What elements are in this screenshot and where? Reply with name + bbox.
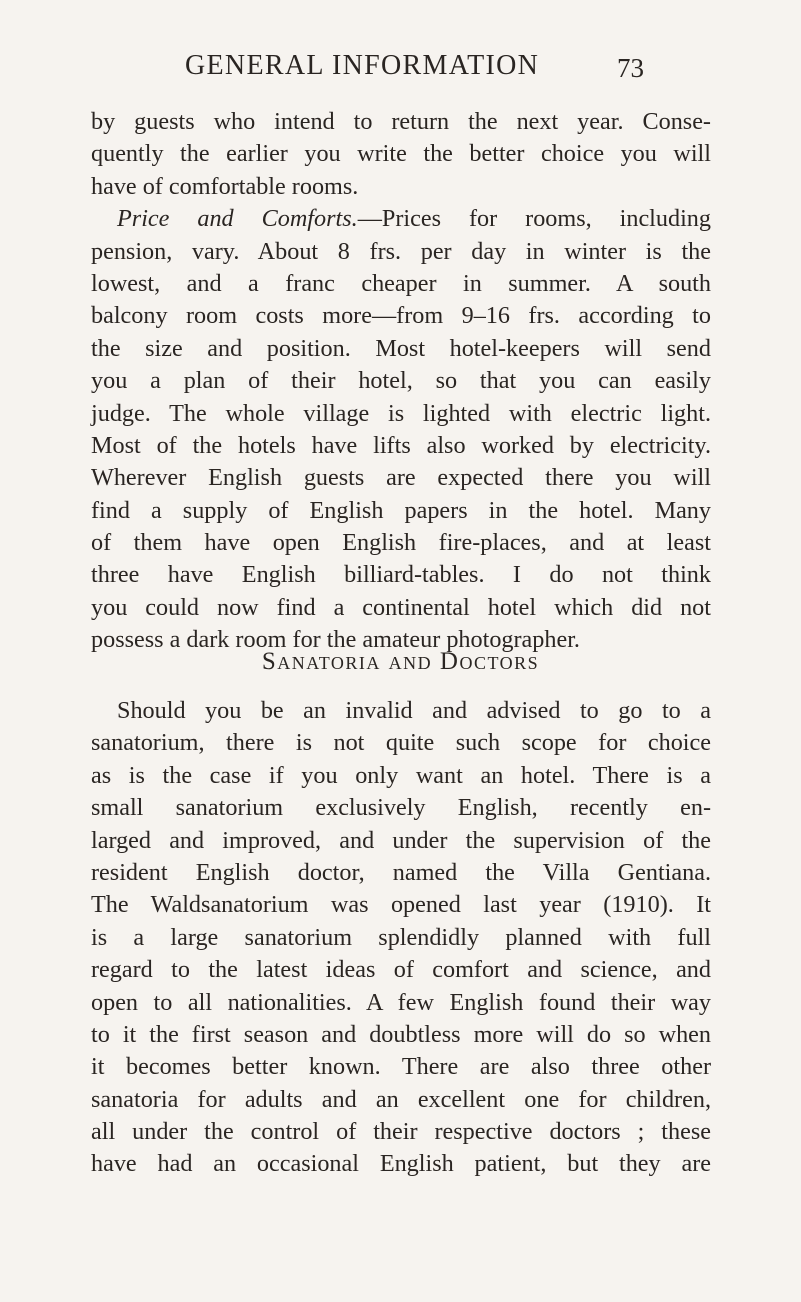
text-line: pension, vary. About 8 frs. per day in winter is the xyxy=(91,237,711,265)
text-line: Most of the hotels have lifts also worked by electricity. xyxy=(91,431,711,459)
running-head xyxy=(0,50,801,90)
text-line: have of comfortable rooms. xyxy=(91,172,359,200)
text-line: is a large sanatorium splendidly planned with full xyxy=(91,923,711,951)
text-line: you could now find a continental hotel which did not xyxy=(91,593,711,621)
text-line: by guests who intend to return the next year. Conse- xyxy=(91,108,711,135)
text-line: Wherever English guests are expected there you will xyxy=(91,464,711,492)
price-and-comforts-text: —Prices for rooms, including xyxy=(357,205,711,233)
text-line: as is the case if you only want an hotel. There is a xyxy=(91,761,711,789)
text-line: have had an occasional English patient, but they are xyxy=(91,1150,711,1178)
text-line: of them have open English fire-places, and at least xyxy=(91,529,711,557)
text-line: to it the first season and doubtless more will do so when xyxy=(91,1020,711,1048)
text-line: regard to the latest ideas of comfort and science, and xyxy=(91,956,711,984)
text-line: lowest, and a franc cheaper in summer. A south xyxy=(91,269,711,297)
text-line: resident English doctor, named the Villa Gentiana. xyxy=(91,858,711,886)
text-line: open to all nationalities. A few English found their way xyxy=(91,988,711,1016)
text-line: sanatorium, there is not quite such scope for choice xyxy=(91,729,711,757)
text-line: it becomes better known. There are also three other xyxy=(91,1053,711,1081)
text-line: balcony room costs more—from 9–16 frs. according to xyxy=(91,302,711,330)
text-line: the size and position. Most hotel-keepers will send xyxy=(91,334,711,362)
paragraph-block-sanatoria xyxy=(91,695,711,1181)
text-line: all under the control of their respective doctors ; these xyxy=(91,1118,711,1146)
running-title: GENERAL INFORMATION xyxy=(185,50,540,81)
section-heading: Sanatoria and Doctors xyxy=(261,648,540,675)
text-line: three have English billiard-tables. I do not think xyxy=(91,561,711,589)
text-line: find a supply of English papers in the hotel. Many xyxy=(91,496,711,524)
text-line: small sanatorium exclusively English, recently en- xyxy=(91,794,711,822)
text-line: sanatoria for adults and an excellent one for children, xyxy=(91,1085,711,1113)
text-line: The Waldsanatorium was opened last year (1910). It xyxy=(91,891,711,919)
price-and-comforts-line xyxy=(91,203,711,235)
paragraph-block-hotels xyxy=(91,106,711,657)
text-line: you a plan of their hotel, so that you can easily xyxy=(91,367,711,395)
text-line: Should you be an invalid and advised to go to a xyxy=(117,697,711,724)
text-line: possess a dark room for the amateur photographer. xyxy=(91,626,580,654)
price-and-comforts-heading: Price and Comforts. xyxy=(117,205,358,233)
text-line: judge. The whole village is lighted with electric light. xyxy=(91,399,711,427)
page-number: 73 xyxy=(617,53,644,83)
text-line: quently the earlier you write the better choice you will xyxy=(91,140,711,168)
text-line: larged and improved, and under the supervision of the xyxy=(91,826,711,854)
